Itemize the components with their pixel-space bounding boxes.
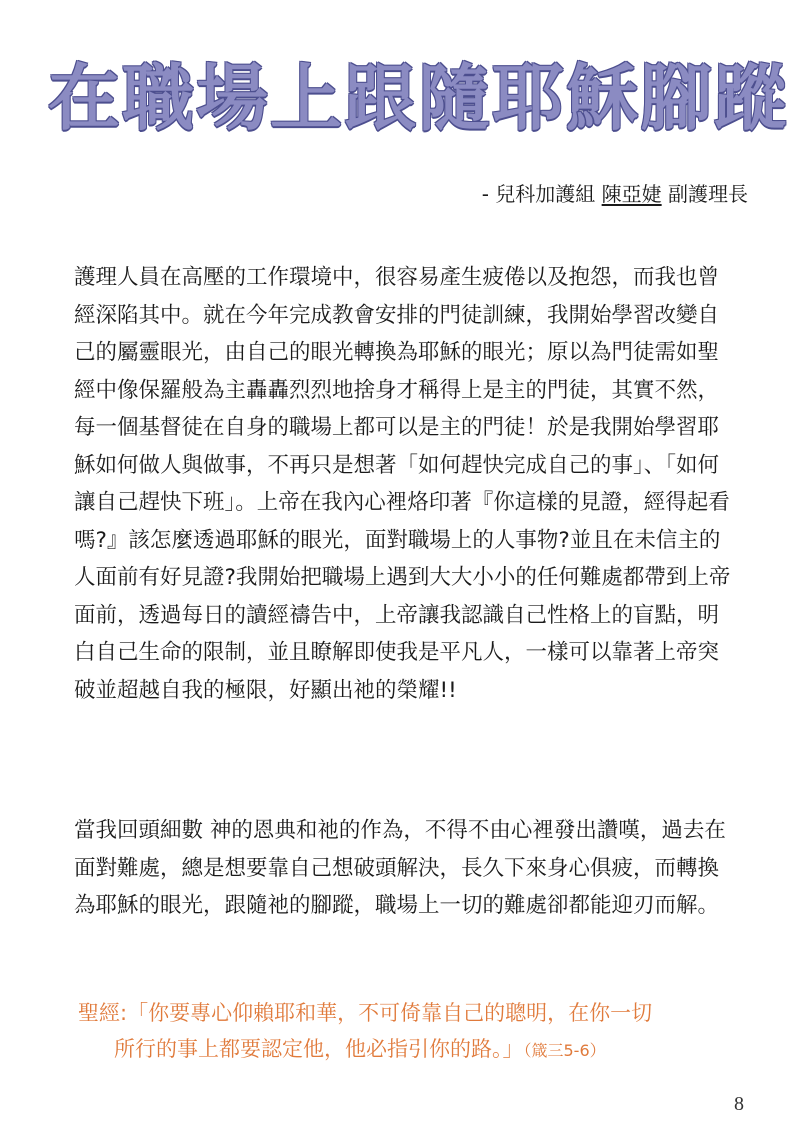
article-title: 在職場上跟隨耶穌腳蹤 <box>48 56 789 140</box>
byline-prefix: - 兒科加護組 <box>481 182 602 206</box>
body-paragraph-1: 護理人員在高壓的工作環境中，很容易產生疲倦以及抱怨，而我也曾經深陷其中。就在今年完成教會安排的門徒訓練，我開始學習改變自己的屬靈眼光，由自己的眼光轉換為耶穌的眼光；原以為門徒需如聖經中像保羅般為主轟轟烈烈地捨身才稱得上是主的門徒，其實不然，每一個基督徒在自身的職場上都可以是主的門徒！於是我開始學習耶穌如何做人與做事，不再只是想著「如何趕快完成自己的事」、「如何讓自己趕快下班」。上帝在我內心裡烙印著『你這樣的見證，經得起看嗎?』該怎麼透過耶穌的眼光，面對職場上的人事物?並且在未信主的人面前有好見證?我開始把職場上遇到大大小小的任何難處都帶到上帝面前，透過每日的讀經禱告中，上帝讓我認識自己性格上的盲點，明白自己生命的限制，並且瞭解即使我是平凡人，一樣可以靠著上帝突破並超越自我的極限，好顯出祂的榮耀!! <box>74 265 731 703</box>
author-byline <box>482 178 748 207</box>
scripture-line-2: 所行的事上都要認定他，他必指引你的路。」 <box>114 1037 524 1061</box>
scripture-quote <box>78 995 738 1069</box>
body-paragraph-2: 當我回頭細數 神的恩典和祂的作為，不得不由心裡發出讚嘆，過去在面對難處，總是想要靠自己想破頭解決，長久下來身心俱疲，而轉換為耶穌的眼光，跟隨祂的腳蹤，職場上一切的難處卻都能迎刃而解。 <box>74 818 726 918</box>
page-number: 8 <box>734 1093 744 1115</box>
scripture-line-1: 聖經:「你要專心仰賴耶和華，不可倚靠自己的聰明，在你一切 <box>78 1001 653 1025</box>
scripture-reference: （箴三5-6） <box>523 1041 606 1060</box>
author-name: 陳亞婕 <box>601 182 662 206</box>
scripture-line-2-wrap <box>78 1031 738 1069</box>
byline-suffix: 副護理長 <box>661 182 748 206</box>
